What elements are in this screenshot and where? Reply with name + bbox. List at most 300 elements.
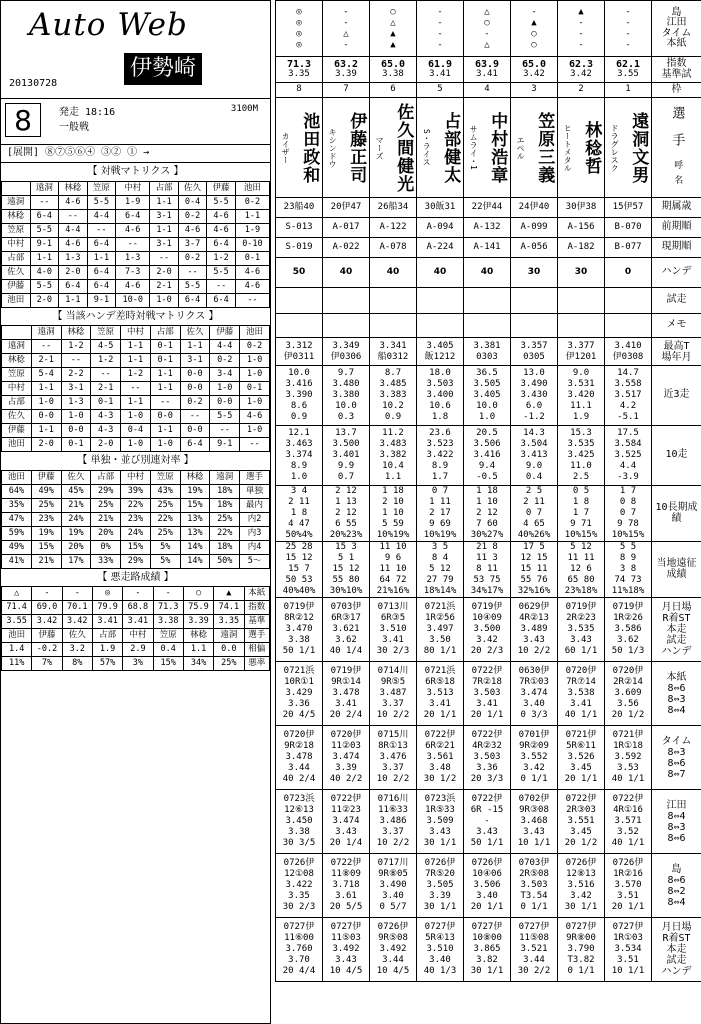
hh: 佐久 <box>180 326 210 340</box>
best-time: 3.410 伊0308 <box>605 338 652 366</box>
mh: 林稔 <box>59 181 88 195</box>
race-rec: 0719伊 10④09 3.500 3.42 20 2/3 <box>464 598 511 662</box>
race-rec: 0722伊 6R②21 3.561 3.48 30 1/2 <box>417 726 464 790</box>
hh: 伊藤 <box>210 326 240 340</box>
hc: 2-1 <box>31 354 61 368</box>
mark-col <box>511 1 558 57</box>
mc: 4-6 <box>59 237 88 251</box>
hr: 林稔 <box>2 354 32 368</box>
rh: 占部 <box>91 470 121 484</box>
mark-cell: ◎ <box>296 17 302 28</box>
rc: 21% <box>91 512 121 526</box>
mc: 1-9 <box>116 195 150 209</box>
hande: 40 <box>370 258 417 288</box>
race-rec: 0719伊 8R②12 3.470 3.38 50 1/1 <box>276 598 323 662</box>
hr: 占部 <box>2 396 32 410</box>
mc: 1-1 <box>87 251 116 265</box>
venue-badge: 伊勢崎 <box>124 53 202 85</box>
rc: 50% <box>210 554 240 568</box>
waku: 1 <box>605 83 652 98</box>
hc: 2-0 <box>31 438 61 452</box>
bc: 75.9 <box>183 601 213 615</box>
bc: 遠洞 <box>214 629 244 643</box>
race-rec: 0726伊 9R⑤08 3.492 3.44 10 4/5 <box>370 918 417 982</box>
mc: 1-1 <box>59 293 88 307</box>
bc: 伊藤 <box>32 629 62 643</box>
right-panel <box>275 0 701 1024</box>
rc: 25% <box>210 512 240 526</box>
bc: 11% <box>2 657 32 671</box>
recent10: 17.5 3.584 3.525 4.4 -3.9 <box>605 426 652 486</box>
race-header <box>1 99 270 145</box>
recent3: 9.0 3.531 3.420 11.1 1.9 <box>558 366 605 426</box>
race-rec: 0720伊 11②03 3.474 3.39 40 2/2 <box>323 726 370 790</box>
mc: -- <box>207 279 236 293</box>
bc: ▲ <box>214 587 244 601</box>
rc: 22% <box>210 526 240 540</box>
mark-col <box>323 1 370 57</box>
bad-table <box>1 586 270 671</box>
hc: 1-0 <box>31 396 61 410</box>
hc: 0-0 <box>180 382 210 396</box>
bc: 3% <box>123 657 153 671</box>
mc: 6-4 <box>59 279 88 293</box>
mc: 6-4 <box>116 209 150 223</box>
mc: 1-3 <box>116 251 150 265</box>
rc: 64% <box>2 484 32 498</box>
mr: 笠原 <box>2 223 31 237</box>
local: 5 12 11 11 12 6 65 80 23%18% <box>558 542 605 598</box>
mark-cell: ▲ <box>390 39 396 50</box>
recent3-label: 近3走 <box>652 366 701 426</box>
hh: 林稔 <box>61 326 91 340</box>
rc: 18% <box>210 498 240 512</box>
rec-label: タイム 8⇔3 8⇔6 8⇔7 <box>652 726 701 790</box>
rc: 45% <box>61 484 91 498</box>
waku: 6 <box>370 83 417 98</box>
mc: 1-1 <box>150 223 179 237</box>
hande-matrix-title: 【 当該ハンデ差時対戦マトリクス 】 <box>52 310 219 322</box>
mark-label: 江田 <box>666 17 687 28</box>
race-rec: 0722伊 4R①16 3.571 3.52 40 1/1 <box>605 790 652 854</box>
hc: 0-1 <box>240 382 270 396</box>
rider-col <box>323 98 370 198</box>
period: 30飯31 <box>417 198 464 218</box>
std: 3.55 <box>617 69 639 80</box>
matrix-title: 【 対戦マトリクス 】 <box>87 166 184 177</box>
mark-cell: ◎ <box>296 28 302 39</box>
mc: -- <box>116 237 150 251</box>
race-info <box>59 105 115 135</box>
idx: 63.9 <box>474 58 500 70</box>
hc: 0-0 <box>180 368 210 382</box>
hr: 中村 <box>2 382 32 396</box>
rc: 18% <box>210 540 240 554</box>
recent3: 10.0 3.416 3.390 8.6 0.9 <box>276 366 323 426</box>
best-time: 3.312 伊0311 <box>276 338 323 366</box>
hc: 9-1 <box>210 438 240 452</box>
hc: 0-0 <box>150 410 180 424</box>
mc: 3-1 <box>150 237 179 251</box>
bc: 池田 <box>2 629 32 643</box>
bc: 佐久 <box>62 629 92 643</box>
rh: 遠洞 <box>210 470 240 484</box>
hc: 1-0 <box>150 438 180 452</box>
bc: - <box>153 587 183 601</box>
waku: 5 <box>417 83 464 98</box>
hc: 4-4 <box>210 340 240 354</box>
mc: 5-5 <box>87 195 116 209</box>
prev-rank: A-017 <box>323 218 370 238</box>
rider-name: 伊藤正司 <box>346 111 367 184</box>
hc: 1-1 <box>150 382 180 396</box>
mc: 0-1 <box>235 251 269 265</box>
race-rec: 0726伊 12⑧13 3.516 3.42 30 1/1 <box>558 854 605 918</box>
rh: 池田 <box>2 470 32 484</box>
mc: 2-1 <box>150 279 179 293</box>
long-term: 1 18 1 10 2 12 7 60 30%27% <box>464 486 511 542</box>
bc: 25% <box>214 657 244 671</box>
mr: 池田 <box>2 293 31 307</box>
hc: 0-2 <box>180 396 210 410</box>
prev-rank: S-013 <box>276 218 323 238</box>
recent3: 14.7 3.558 3.517 4.2 -5.1 <box>605 366 652 426</box>
period: 22伊44 <box>464 198 511 218</box>
hc: 1-0 <box>61 410 91 424</box>
hc: 1-1 <box>150 368 180 382</box>
rec-label: 江田 8⇔4 8⇔3 8⇔6 <box>652 790 701 854</box>
std: 3.38 <box>382 69 404 80</box>
curr-rank: B-077 <box>605 238 652 258</box>
hande-label: ハンデ <box>652 258 701 288</box>
bc: 本紙 <box>244 587 270 601</box>
bc: 69.0 <box>32 601 62 615</box>
mark-cell: △ <box>484 39 490 50</box>
rc: 13% <box>180 526 210 540</box>
mark-cell: - <box>437 39 443 50</box>
bc: -0.2 <box>32 643 62 657</box>
mc: 4-6 <box>207 223 236 237</box>
mc: 5-5 <box>207 265 236 279</box>
mc: 4-6 <box>178 223 207 237</box>
recent10: 14.3 3.504 3.413 9.0 0.4 <box>511 426 558 486</box>
mc: 1-9 <box>235 223 269 237</box>
race-rec: 0720伊 7R⑦14 3.538 3.41 40 1/1 <box>558 662 605 726</box>
best-time: 3.381 0303 <box>464 338 511 366</box>
mc: 7-3 <box>116 265 150 279</box>
mc: 10-0 <box>116 293 150 307</box>
mc: 4-6 <box>235 265 269 279</box>
recent10: 20.5 3.506 3.416 9.4 -0.5 <box>464 426 511 486</box>
bc: 3.42 <box>32 615 62 629</box>
mc: 1-0 <box>150 293 179 307</box>
best-time: 3.349 伊0306 <box>323 338 370 366</box>
rh: 伊藤 <box>31 470 61 484</box>
rc: 最内 <box>240 498 270 512</box>
race-rec: 0722伊 11②23 3.474 3.43 20 1/4 <box>323 790 370 854</box>
bc: 相偏 <box>244 643 270 657</box>
hr: 佐久 <box>2 410 32 424</box>
idx-cell <box>464 57 511 83</box>
mc: 1-1 <box>235 209 269 223</box>
rider-kana: ヒートメタル <box>563 123 573 172</box>
bc: 3.41 <box>123 615 153 629</box>
hc: 1-2 <box>121 368 151 382</box>
rc: 15% <box>180 498 210 512</box>
mc: 2-0 <box>59 265 88 279</box>
mc: 0-10 <box>235 237 269 251</box>
hc: 1-1 <box>31 424 61 438</box>
mh: 伊藤 <box>207 181 236 195</box>
rc: 5% <box>150 554 180 568</box>
idx-label-text: 指数 <box>666 58 687 69</box>
hc: 4-5 <box>91 340 121 354</box>
bc: 57% <box>92 657 122 671</box>
mark-cell: △ <box>390 17 396 28</box>
rc: 13% <box>180 512 210 526</box>
rc: 21% <box>31 554 61 568</box>
name-label-text: 選手 <box>669 105 685 160</box>
recent3: 36.5 3.505 3.405 10.0 1.0 <box>464 366 511 426</box>
idx: 71.3 <box>286 58 312 70</box>
race-rec: 0717川 9R⑧05 3.490 3.40 0 5/7 <box>370 854 417 918</box>
hc: 0-1 <box>91 396 121 410</box>
idx-cell <box>558 57 605 83</box>
mc: 4-4 <box>59 223 88 237</box>
bc: 3.41 <box>92 615 122 629</box>
waku: 8 <box>276 83 323 98</box>
race-rec: 0726伊 7R⑤20 3.505 3.39 30 1/1 <box>417 854 464 918</box>
race-rec: 0727伊 11⑤08 3.521 3.44 30 2/2 <box>511 918 558 982</box>
race-rec: 0629伊 4R②13 3.489 3.43 10 2/2 <box>511 598 558 662</box>
rc: 15% <box>121 540 151 554</box>
race-rec: 0721伊 1R①18 3.592 3.53 40 1/1 <box>605 726 652 790</box>
hande: 0 <box>605 258 652 288</box>
tenkai: [展開] ⑧⑦⑤⑥④ ③② ① → <box>1 145 270 163</box>
hc: 1-2 <box>61 340 91 354</box>
mark-cell: △ <box>484 6 490 17</box>
rc: 25% <box>31 498 61 512</box>
bc: 3.42 <box>62 615 92 629</box>
mark-col <box>605 1 652 57</box>
race-rec: 0721浜 10R①1 3.429 3.36 20 4/5 <box>276 662 323 726</box>
race-rec: 0716川 11⑥33 3.486 3.37 10 2/2 <box>370 790 417 854</box>
rh: 林稔 <box>180 470 210 484</box>
recent10: 12.1 3.463 3.374 8.9 1.0 <box>276 426 323 486</box>
mc: 9-1 <box>87 293 116 307</box>
bc: 林稔 <box>183 629 213 643</box>
period: 24伊40 <box>511 198 558 218</box>
mc: 0-2 <box>178 209 207 223</box>
mc: 1-2 <box>207 251 236 265</box>
mc: 4-6 <box>59 195 88 209</box>
mc: -- <box>150 251 179 265</box>
idx: 62.3 <box>568 58 594 70</box>
rc: 18% <box>210 484 240 498</box>
race-rec: 0721浜 6R⑤18 3.513 3.41 20 1/1 <box>417 662 464 726</box>
idx: 65.0 <box>521 58 547 70</box>
idx-cell <box>511 57 558 83</box>
rc: 19% <box>180 484 210 498</box>
mc: 6-4 <box>178 293 207 307</box>
memo-label: メモ <box>652 314 701 338</box>
mark-col <box>558 1 605 57</box>
std: 3.35 <box>288 69 310 80</box>
hande: 30 <box>558 258 605 288</box>
mark-cell: - <box>531 6 537 17</box>
hc: 0-1 <box>150 340 180 354</box>
name-sub-text: 呼名 <box>672 159 683 190</box>
bc: 3.38 <box>153 615 183 629</box>
rider-kana: S・ライス <box>422 129 432 166</box>
start-time: 発走 18:16 <box>59 107 116 118</box>
bc: 71.4 <box>2 601 32 615</box>
hc: -- <box>31 340 61 354</box>
mark-cell: - <box>343 39 349 50</box>
bc: - <box>62 587 92 601</box>
local: 15 3 5 1 15 12 55 80 30%10% <box>323 542 370 598</box>
mark-cell: ◎ <box>296 39 302 50</box>
hc: 1-0 <box>240 424 270 438</box>
hc: 1-0 <box>121 410 151 424</box>
prev-rank: A-132 <box>464 218 511 238</box>
mark-cell: ○ <box>531 28 537 39</box>
race-rec: 0713川 6R③5 3.510 3.41 30 2/3 <box>370 598 417 662</box>
bc: - <box>32 587 62 601</box>
idx-cell <box>605 57 652 83</box>
mark-cell: - <box>343 6 349 17</box>
std: 3.41 <box>476 69 498 80</box>
idx: 65.0 <box>380 58 406 70</box>
recent3: 8.7 3.485 3.383 10.2 0.9 <box>370 366 417 426</box>
mr: 占部 <box>2 251 31 265</box>
rc: 43% <box>150 484 180 498</box>
best-time: 3.341 船0312 <box>370 338 417 366</box>
bad-title: 【 悪走路成績 】 <box>97 571 174 583</box>
mc: 0-4 <box>178 195 207 209</box>
race-rec: 0714川 9R⑤5 3.487 3.37 10 2/2 <box>370 662 417 726</box>
mc: -- <box>87 223 116 237</box>
waku: 4 <box>464 83 511 98</box>
recent10: 15.3 3.535 3.425 11.0 2.5 <box>558 426 605 486</box>
hr: 遠洞 <box>2 340 32 354</box>
hh: 占部 <box>150 326 180 340</box>
race-rec: 0720伊 9R②18 3.478 3.44 40 2/4 <box>276 726 323 790</box>
local-label: 当地遠征成績 <box>652 542 701 598</box>
hande: 40 <box>417 258 464 288</box>
rc: 5% <box>150 540 180 554</box>
mc: -- <box>178 265 207 279</box>
rate-table <box>1 470 270 569</box>
rc: 25% <box>150 526 180 540</box>
rec-label: 島 8⇔6 8⇔2 8⇔4 <box>652 854 701 918</box>
race-rec: 0723浜 12⑥13 3.450 3.38 30 3/5 <box>276 790 323 854</box>
bc: 悪率 <box>244 657 270 671</box>
mark-cell: △ <box>343 28 349 39</box>
rider-name: 佐久間健光 <box>393 102 414 193</box>
mark-cell: ▲ <box>531 17 537 28</box>
rh: 選手 <box>240 470 270 484</box>
race-rec: 0727伊 11⑤03 3.492 3.43 10 4/5 <box>323 918 370 982</box>
period: 20伊47 <box>323 198 370 218</box>
curr-rank: A-141 <box>464 238 511 258</box>
mark-cell: ◎ <box>296 6 302 17</box>
mr: 佐久 <box>2 265 31 279</box>
bc: 基準 <box>244 615 270 629</box>
mh: 遠洞 <box>30 181 59 195</box>
race-rec: 0703伊 2R⑤08 3.503 T3.54 0 1/1 <box>511 854 558 918</box>
bc: 占部 <box>92 629 122 643</box>
mc: 6-4 <box>87 237 116 251</box>
rc: 59% <box>2 526 32 540</box>
hc: 0-1 <box>150 354 180 368</box>
mc: 4-0 <box>30 265 59 279</box>
hc: 3-1 <box>61 382 91 396</box>
hande: 40 <box>464 258 511 288</box>
bc: 34% <box>183 657 213 671</box>
hande: 40 <box>323 258 370 288</box>
curr-rank: A-056 <box>511 238 558 258</box>
race-rec: 0719伊 9R①14 3.478 3.41 20 2/4 <box>323 662 370 726</box>
rider-name: 中村浩章 <box>487 111 508 184</box>
hc: 1-1 <box>31 382 61 396</box>
mc: -- <box>235 293 269 307</box>
race-rec: 0722伊 11⑧09 3.718 3.61 20 5/5 <box>323 854 370 918</box>
mc: 6-4 <box>87 265 116 279</box>
mark-cell: - <box>437 17 443 28</box>
mark-cell: - <box>437 6 443 17</box>
rider-kana: サムライ・1 <box>469 125 479 170</box>
rider-name: 笠原三義 <box>534 111 555 184</box>
race-rec: 0722伊 7R②18 3.503 3.41 20 1/1 <box>464 662 511 726</box>
hc: 0-0 <box>180 424 210 438</box>
hh: 池田 <box>240 326 270 340</box>
curr-rank: S-019 <box>276 238 323 258</box>
riders-table <box>275 0 701 982</box>
race-rec: 0726伊 1R②16 3.570 3.51 20 1/1 <box>605 854 652 918</box>
hc: -- <box>121 382 151 396</box>
race-rec: 0727伊 1R①03 3.534 3.51 10 1/1 <box>605 918 652 982</box>
hc: 0-2 <box>240 340 270 354</box>
rc: 41% <box>2 554 32 568</box>
rec-label: 本紙 8⇔6 8⇔3 8⇔4 <box>652 662 701 726</box>
period: 15伊57 <box>605 198 652 218</box>
curr-rank: A-224 <box>417 238 464 258</box>
hc: 1-0 <box>121 438 151 452</box>
mark-cell: - <box>625 6 631 17</box>
waku-label: 枠 <box>652 83 701 98</box>
long-term: 2 5 2 11 0 7 4 65 40%26% <box>511 486 558 542</box>
rider-name: 遠洞文男 <box>628 111 649 184</box>
hc: 2-2 <box>61 368 91 382</box>
rec-label: 月日場 R着ST 本走 試走 ハンデ <box>652 918 701 982</box>
rider-name: 林稔哲 <box>581 120 602 175</box>
hr: 笠原 <box>2 368 32 382</box>
hh: 中村 <box>121 326 151 340</box>
mc: 4-6 <box>235 279 269 293</box>
mc: 0-2 <box>235 195 269 209</box>
mr: 中村 <box>2 237 31 251</box>
idx: 62.1 <box>615 58 641 70</box>
mc: 4-6 <box>116 279 150 293</box>
mc: -- <box>59 209 88 223</box>
mc: 4-4 <box>87 209 116 223</box>
rc: 35% <box>2 498 32 512</box>
rider-kana: カイザー <box>281 131 291 164</box>
waku: 7 <box>323 83 370 98</box>
mc: 4-6 <box>207 209 236 223</box>
best-time: 3.405 飯1212 <box>417 338 464 366</box>
